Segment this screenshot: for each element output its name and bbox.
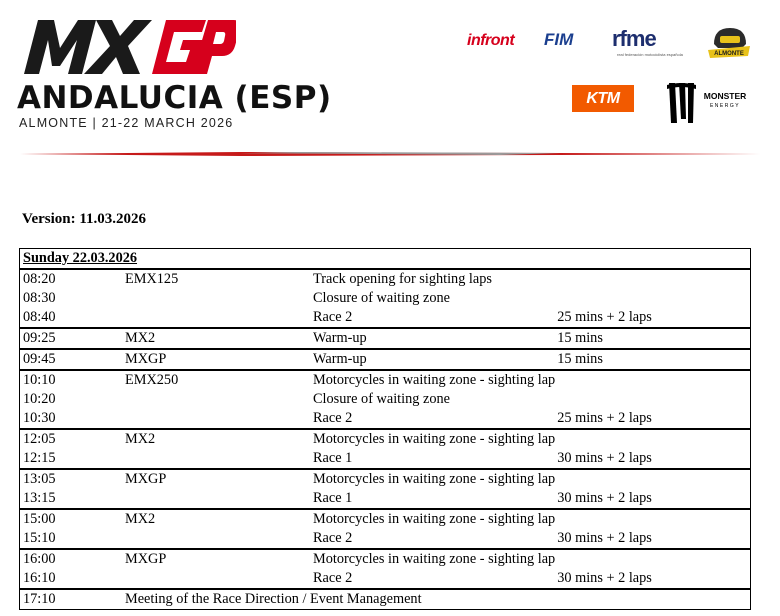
duration-cell: 25 mins + 2 laps	[555, 308, 750, 328]
class-cell	[123, 390, 311, 409]
rfme-logo: rfme	[612, 26, 656, 51]
activity-cell: Race 1	[313, 450, 353, 466]
time-cell: 17:10	[20, 589, 124, 610]
schedule-row	[20, 289, 751, 308]
time-cell: 10:20	[20, 390, 124, 409]
activity-cell: Warm-up	[311, 328, 555, 349]
svg-text:ENERGY: ENERGY	[709, 103, 741, 109]
event-header	[0, 0, 780, 165]
monster-energy-logo	[665, 79, 751, 127]
class-cell	[123, 529, 311, 549]
svg-text:MONSTER: MONSTER	[703, 91, 747, 101]
time-cell: 15:10	[20, 529, 124, 549]
class-cell: MXGP	[123, 349, 311, 370]
duration-cell: 30 mins + 2 laps	[555, 529, 750, 549]
class-cell	[123, 489, 311, 509]
activity-cell: Warm-up	[311, 349, 555, 370]
schedule-row	[20, 469, 751, 489]
time-cell: 08:40	[20, 308, 124, 328]
day-label: Sunday 22.03.2026	[20, 249, 751, 270]
duration-cell	[555, 269, 750, 289]
time-cell: 12:05	[20, 429, 124, 449]
activity-cell: Motorcycles in waiting zone - sighting lap	[313, 551, 556, 567]
schedule-row	[20, 449, 751, 469]
duration-cell	[555, 370, 750, 390]
schedule-row	[20, 589, 751, 610]
duration-cell: 15 mins	[555, 349, 750, 370]
schedule-row	[20, 269, 751, 289]
schedule-row	[20, 390, 751, 409]
schedule-row	[20, 489, 751, 509]
fim-logo: FIM	[544, 30, 574, 49]
schedule-row	[20, 529, 751, 549]
rfme-tagline: real federación motociclista española	[617, 52, 683, 57]
duration-cell	[555, 469, 750, 489]
schedule-row	[20, 429, 751, 449]
class-cell: MX2	[123, 429, 311, 449]
ktm-logo: KTM	[572, 85, 634, 112]
duration-cell	[555, 429, 750, 449]
class-cell: MX2	[123, 328, 311, 349]
header-stripe	[0, 150, 780, 158]
duration-cell: 25 mins + 2 laps	[555, 409, 750, 429]
duration-cell	[555, 390, 750, 409]
duration-cell	[555, 509, 750, 529]
duration-cell: 30 mins + 2 laps	[555, 449, 750, 469]
time-cell: 15:00	[20, 509, 124, 529]
class-cell	[123, 449, 311, 469]
class-cell	[123, 289, 311, 308]
activity-cell: Motorcycles in waiting zone - sighting lap	[313, 372, 556, 388]
class-cell: EMX125	[123, 269, 311, 289]
schedule-row	[20, 349, 751, 370]
time-cell: 13:15	[20, 489, 124, 509]
activity-cell: Closure of waiting zone	[313, 391, 450, 407]
activity-cell: Motorcycles in waiting zone - sighting lap	[313, 511, 556, 527]
time-cell: 16:10	[20, 569, 124, 589]
class-cell	[123, 308, 311, 328]
class-cell	[123, 409, 311, 429]
activity-cell: Race 2	[313, 309, 353, 325]
event-title: ANDALUCIA (ESP)	[17, 80, 332, 116]
time-cell: 13:05	[20, 469, 124, 489]
activity-cell: Closure of waiting zone	[313, 290, 450, 306]
schedule-row	[20, 509, 751, 529]
class-cell: MXGP	[123, 549, 311, 569]
mxgp-logo	[16, 14, 236, 76]
class-cell	[123, 569, 311, 589]
schedule-row	[20, 549, 751, 569]
time-cell: 09:45	[20, 349, 124, 370]
class-cell: MX2	[123, 509, 311, 529]
schedule-row	[20, 308, 751, 328]
activity-cell: Meeting of the Race Direction / Event Management	[123, 589, 751, 610]
almonte-logo	[706, 24, 752, 60]
activity-cell: Race 2	[313, 410, 353, 426]
infront-logo: infront	[467, 32, 515, 49]
duration-cell	[555, 289, 750, 308]
schedule-table	[19, 248, 751, 610]
activity-cell: Race 1	[313, 490, 353, 506]
duration-cell: 15 mins	[555, 328, 750, 349]
version-label: Version: 11.03.2026	[22, 211, 147, 227]
schedule-row	[20, 569, 751, 589]
class-cell: EMX250	[123, 370, 311, 390]
time-cell: 10:10	[20, 370, 124, 390]
duration-cell: 30 mins + 2 laps	[555, 489, 750, 509]
day-header-row	[20, 249, 751, 270]
time-cell: 16:00	[20, 549, 124, 569]
time-cell: 08:20	[20, 269, 124, 289]
time-cell: 12:15	[20, 449, 124, 469]
duration-cell	[555, 549, 750, 569]
time-cell: 08:30	[20, 289, 124, 308]
class-cell: MXGP	[123, 469, 311, 489]
schedule-row	[20, 370, 751, 390]
time-cell: 09:25	[20, 328, 124, 349]
duration-cell: 30 mins + 2 laps	[555, 569, 750, 589]
time-cell: 10:30	[20, 409, 124, 429]
schedule-row	[20, 409, 751, 429]
svg-text:ALMONTE: ALMONTE	[714, 51, 744, 57]
activity-cell: Track opening for sighting laps	[311, 269, 555, 289]
activity-cell: Race 2	[313, 530, 353, 546]
event-subtitle: ALMONTE | 21-22 MARCH 2026	[19, 116, 234, 130]
activity-cell: Motorcycles in waiting zone - sighting lap	[313, 431, 556, 447]
activity-cell: Motorcycles in waiting zone - sighting lap	[313, 471, 556, 487]
activity-cell: Race 2	[313, 570, 353, 586]
schedule-row	[20, 328, 751, 349]
